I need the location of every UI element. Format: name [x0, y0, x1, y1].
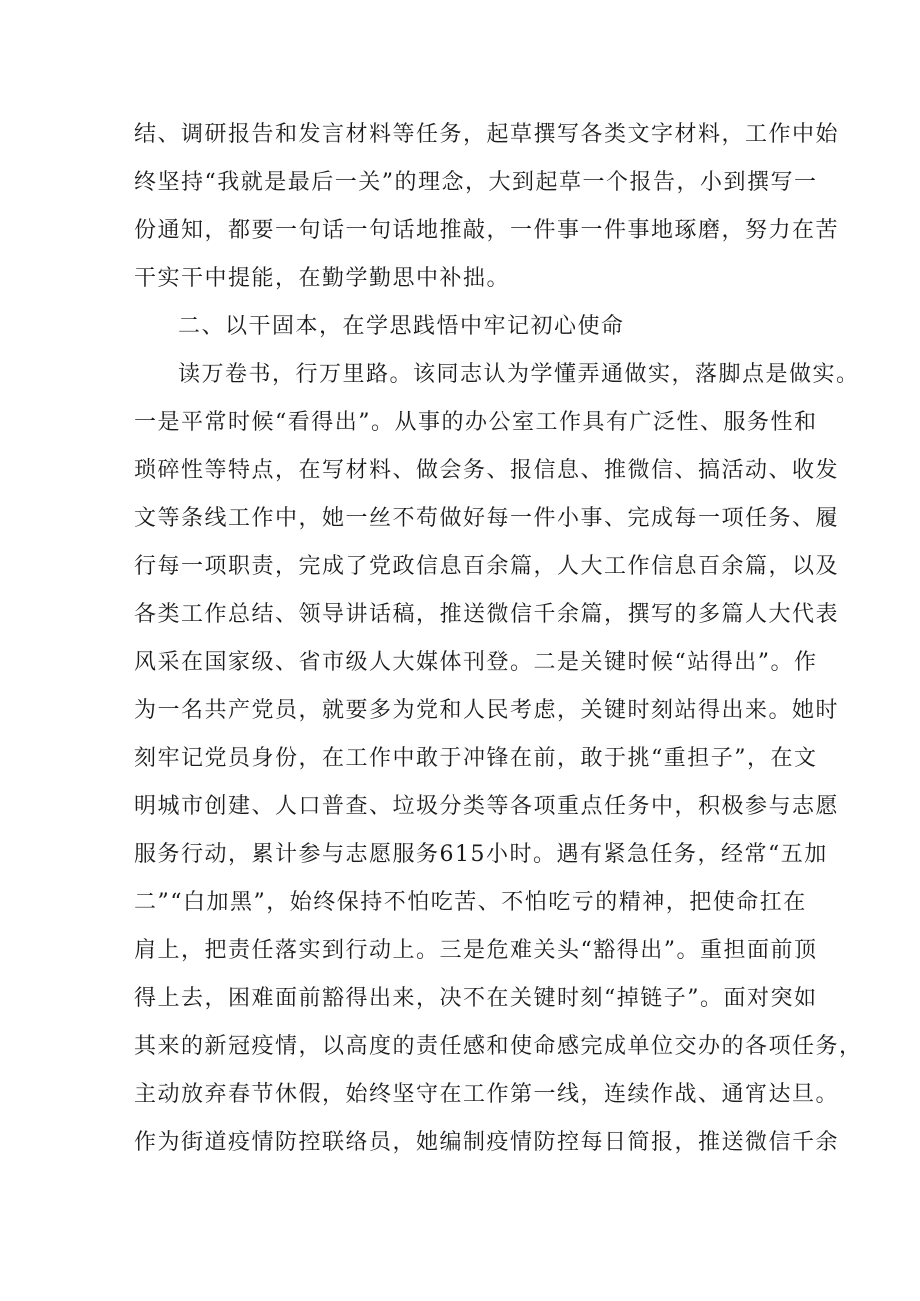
paragraph2-line-16: 主动放弃春节休假，始终坚守在工作第一线，连续作战、通宵达旦。 — [134, 1082, 840, 1107]
section-heading: 二、以干固本，在学思践悟中牢记初心使命 — [178, 314, 625, 339]
document-body — [134, 111, 863, 1167]
paragraph2-line-2: 一是平常时候“看得出”。从事的办公室工作具有广泛性、服务性和 — [134, 410, 818, 435]
paragraph2-line-3: 琐碎性等特点，在写材料、做会务、报信息、推微信、搞活动、收发 — [134, 458, 840, 483]
paragraph2-line-9: 刻牢记党员身份，在工作中敢于冲锋在前，敢于挑“重担子”，在文 — [134, 746, 818, 771]
paragraph2-line-14: 得上去，困难面前豁得出来，决不在关键时刻“掉链子”。面对突如 — [134, 986, 818, 1011]
paragraph1-line-4: 干实干中提能，在勤学勤思中补拙。 — [134, 266, 511, 291]
paragraph2-line-11: 服务行动，累计参与志愿服务615小时。遇有紧急任务，经常“五加 — [134, 842, 828, 867]
paragraph1-line-3: 份通知，都要一句话一句话地推敲，一件事一件事地琢磨，努力在苦 — [134, 218, 840, 243]
paragraph2-line-8: 为一名共产党员，就要多为党和人民考虑，关键时刻站得出来。她时 — [134, 698, 840, 723]
paragraph2-line-12: 二”“白加黑”，始终保持不怕吃苦、不怕吃亏的精神，把使命扛在 — [134, 890, 807, 915]
paragraph1-line-2: 终坚持“我就是最后一关”的理念，大到起草一个报告，小到撰写一 — [134, 170, 818, 195]
paragraph2-line-13: 肩上，把责任落实到行动上。三是危难关头“豁得出”。重担面前顶 — [134, 938, 818, 963]
paragraph2-line-5: 行每一项职责，完成了党政信息百余篇，人大工作信息百余篇，以及 — [134, 554, 840, 579]
paragraph2-line-4: 文等条线工作中，她一丝不苟做好每一件小事、完成每一项任务、履 — [134, 506, 840, 531]
paragraph2-line-7: 风采在国家级、省市级人大媒体刊登。二是关键时候“站得出”。作 — [134, 650, 818, 675]
paragraph2-line-1: 读万卷书，行万里路。该同志认为学懂弄通做实，落脚点是做实。 — [178, 362, 860, 387]
paragraph2-line-17: 作为街道疫情防控联络员，她编制疫情防控每日简报，推送微信千余 — [134, 1130, 840, 1155]
paragraph2-line-15: 其来的新冠疫情，以高度的责任感和使命感完成单位交办的各项任务， — [134, 1034, 863, 1059]
paragraph2-line-10: 明城市创建、人口普查、垃圾分类等各项重点任务中，积极参与志愿 — [134, 794, 840, 819]
paragraph2-line-6: 各类工作总结、领导讲话稿，推送微信千余篇，撰写的多篇人大代表 — [134, 602, 840, 627]
paragraph1-line-1: 结、调研报告和发言材料等任务，起草撰写各类文字材料，工作中始 — [134, 122, 840, 147]
